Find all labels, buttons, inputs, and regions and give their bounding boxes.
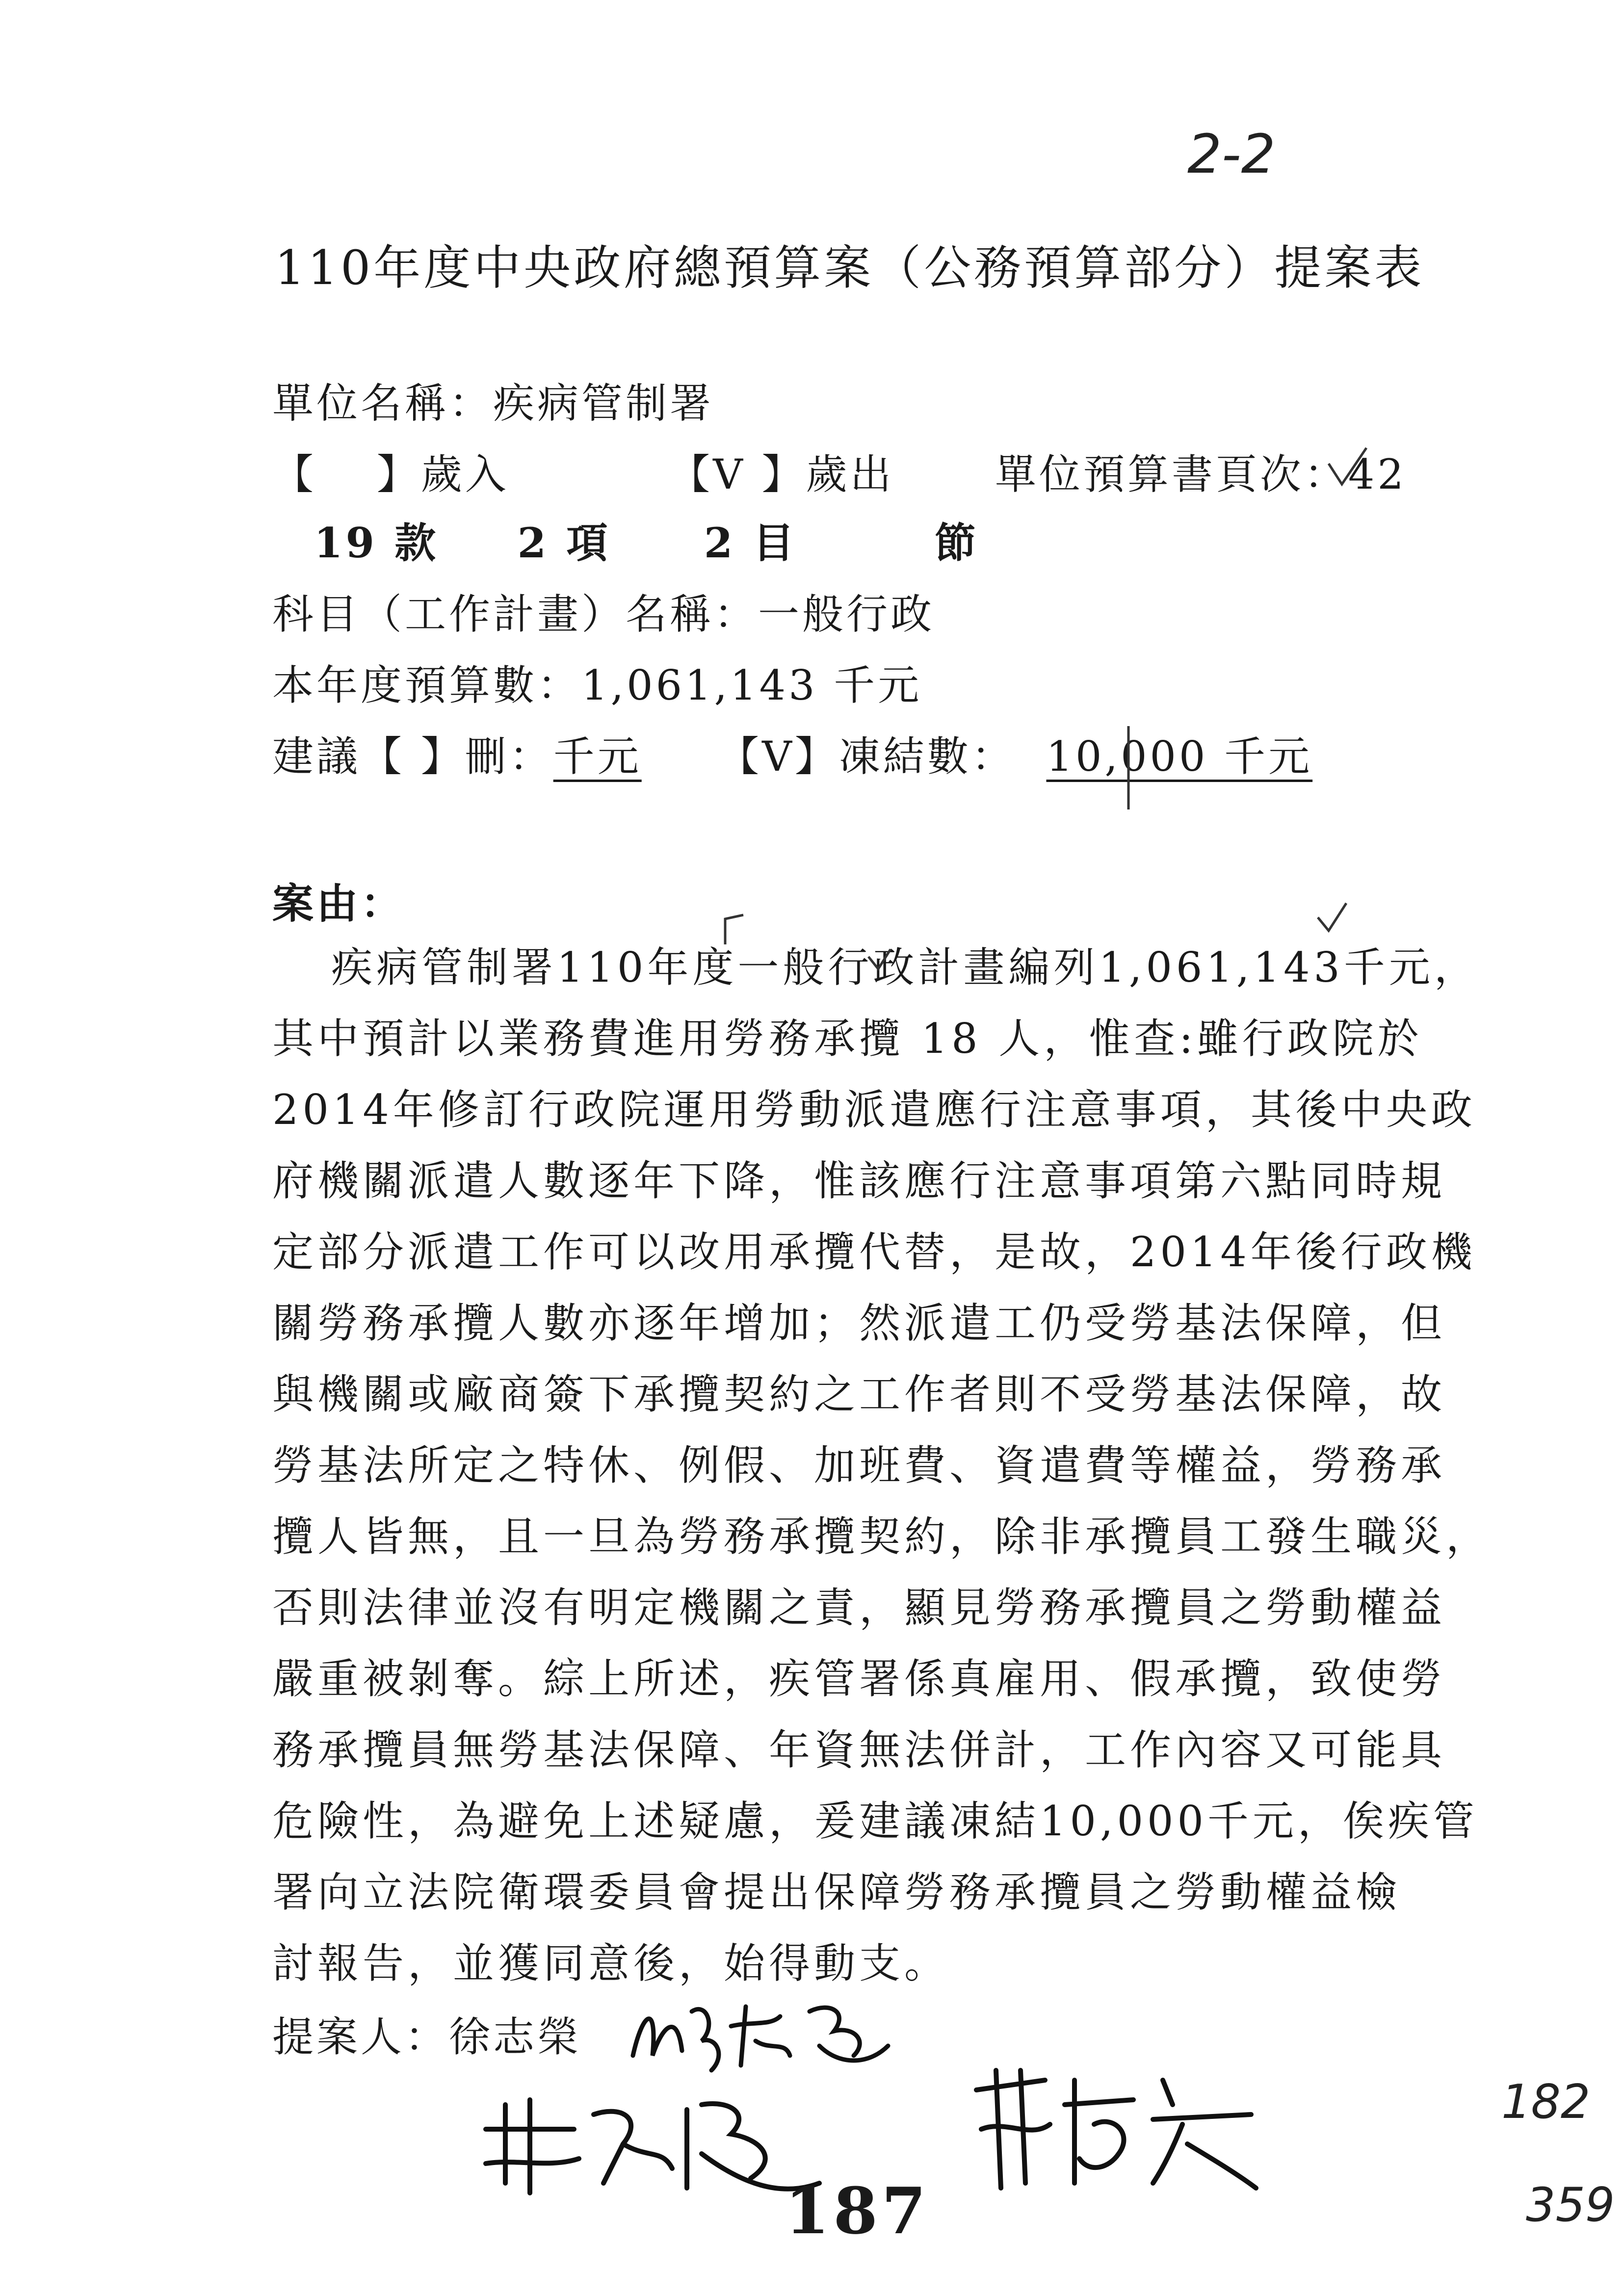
signature-3 (967, 2061, 1261, 2198)
reason-line: 與機關或廠商簽下承攬契約之工作者則不受勞基法保障，故 (272, 1370, 1446, 1418)
proposal-line (272, 724, 1357, 783)
reason-line: 2014年修訂行政院運用勞動派遣應行注意事項，其後中央政 (272, 1086, 1476, 1134)
delete-label: 建議【 】刪： (272, 732, 553, 781)
page-reference: 單位預算書頁次：42 (995, 450, 1407, 498)
mu-label: 2 目 (704, 519, 797, 567)
reason-line: 攬人皆無，且一旦為勞務承攬契約，除非承攬員工發生職災， (272, 1513, 1492, 1561)
reason-line: 疾病管制署110年度一般行政計畫編列1,061,143千元， (331, 943, 1479, 991)
unit-name-line: 單位名稱：疾病管制署 (272, 379, 714, 427)
xiang-label: 2 項 (517, 519, 611, 567)
checkmark-icon (1325, 444, 1369, 488)
delete-amount: 千元 (553, 732, 642, 781)
freeze-amount: 10,000 千元 (1046, 732, 1313, 781)
reason-heading: 案由： (272, 879, 405, 928)
corner-note: 2-2 (1187, 123, 1276, 185)
reason-line: 府機關派遣人數逐年下降，惟該應行注意事項第六點同時規 (272, 1157, 1446, 1205)
reason-line: 否則法律並沒有明定機關之責，顯見勞務承攬員之勞動權益 (272, 1584, 1446, 1632)
reason-line: 定部分派遣工作可以改用承攬代替，是故，2014年後行政機 (272, 1228, 1476, 1276)
kuan-label: 19 款 (314, 519, 439, 567)
budget-line: 本年度預算數：1,061,143 千元 (272, 661, 922, 709)
reason-line: 關勞務承攬人數亦逐年增加；然派遣工仍受勞基法保障，但 (272, 1299, 1446, 1347)
signature-1 (623, 1982, 898, 2080)
reason-line: 其中預計以業務費進用勞務承攬 18 人，惟查:雖行政院於 (272, 1015, 1423, 1063)
reason-line: 務承攬員無勞基法保障、年資無法併計，工作內容又可能具 (272, 1726, 1446, 1774)
margin-note-bottom: 359 (1526, 2178, 1615, 2232)
reason-line: 危險性，為避免上述疑慮，爰建議凍結10,000千元，俟疾管 (272, 1797, 1478, 1845)
edit-mark-icon (721, 910, 898, 974)
reason-line: 討報告，並獲同意後，始得動支。 (272, 1939, 950, 1987)
proposer-line: 提案人：徐志榮 (272, 2013, 582, 2061)
reason-line: 嚴重被剝奪。綜上所述，疾管署係真雇用、假承攬，致使勞 (272, 1655, 1446, 1703)
signature-2 (476, 2085, 829, 2213)
type-line (272, 442, 1407, 501)
subject-line: 科目（工作計畫）名稱：一般行政 (272, 590, 935, 638)
freeze-label: 【V】凍結數： (718, 732, 1016, 781)
vertical-mark (1124, 726, 1133, 809)
jie-label: 節 (935, 519, 979, 567)
margin-note-top: 182 (1501, 2075, 1591, 2129)
expense-checkbox: 【V 】歲出 (669, 450, 894, 498)
document-title: 110年度中央政府總預算案（公務預算部分）提案表 (275, 240, 1425, 295)
section-line (314, 510, 979, 570)
page-number: 187 (785, 2173, 930, 2248)
reason-line: 勞基法所定之特休、例假、加班費、資遣費等權益，勞務承 (272, 1441, 1446, 1489)
income-checkbox: 【 】歲入 (272, 450, 509, 498)
reason-line: 署向立法院衛環委員會提出保障勞務承攬員之勞動權益檢 (272, 1868, 1401, 1916)
checkmark-icon (1315, 900, 1349, 935)
